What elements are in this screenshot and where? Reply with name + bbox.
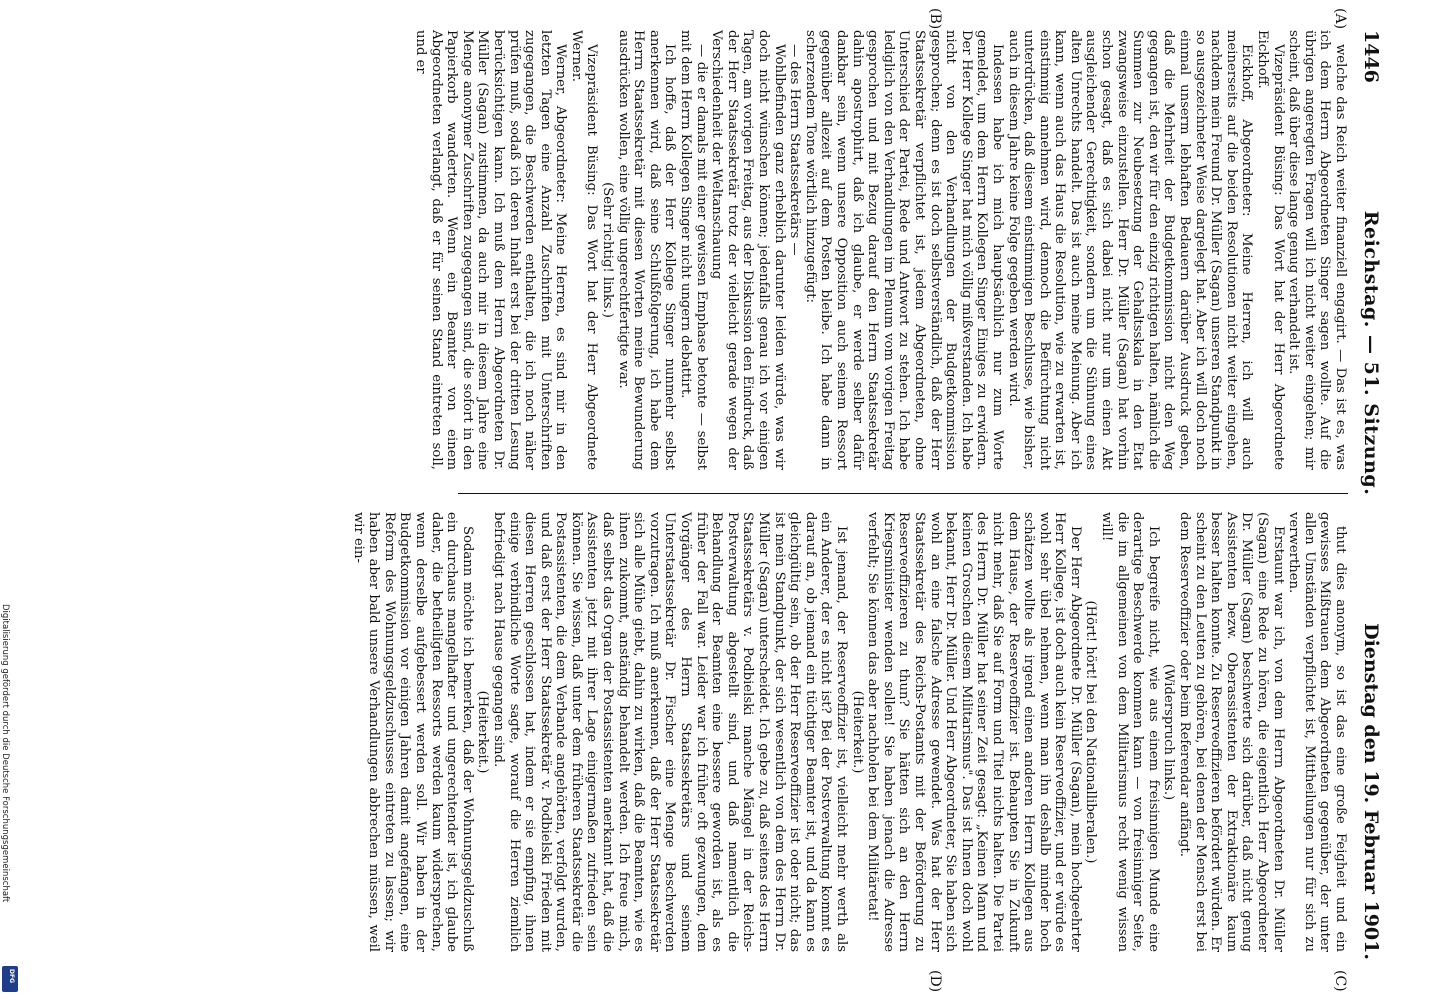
paragraph: Der Herr Abgeordnete Dr. Müller (Sagan), mein hochgeehrter Herr Kollege, ist doch auch kein Reserveoffizier, und er würde es wohl sehr übel nehmen, wenn man ihn deshalb minder hoch schätzen wollte als irgend einen anderen Herrn Kollegen aus dem Hause, der Reserveoffizier ist. Behaupten Sie in Zukunft nicht mehr, daß Sie auf Form und Titel nichts halten. Die Partei des Herrn Dr. Müller hat seiner Zeit gesagt: „Keinen Mann und keinen Groschen diesem Militarismus". Das ist Ihnen doch wohl bekannt, Herr Dr. Müller. Und Herr Abgeordneter, Sie haben sich wohl an eine falsche Adresse gewendet. Was hat der Herr Staatssekretär des Reichs-Postamts mit der Beförderung zu Reserveoffizieren zu thun? Sie hätten sich an den Herrn Kriegsminister wenden sollen! Sie haben jenach die Adresse verfehlt; Sie können das aber nachholen bei dem Militäretat! xyxy=(865,512,1083,952)
column-divider xyxy=(458,493,1348,494)
paragraph: Eickhoff, Abgeordneter: Meine Herren, ich will auch meinerseits auf die beiden Resolutionen nicht weiter eingehen, nachdem mein Freund Dr. Müller (Sagan) unseren Standpunkt in so ausgezeichneter Weise dargelegt hat. Aber ich will doch noch einmal unserm lebhaften Bedauern darüber Ausdruck geben, daß die Mehrheit der Budgetkommission nicht den Weg gegangen ist, den wir für den einzig richtigen halten, nämlich die Summen zur Neubesetzung der Gehaltsskala in den Etat zwangsweise einzustellen. Herr Dr. Müller (Sagan) hat vorhin schon gesagt, daß es sich dabei nicht nur um einen Akt ausgleichender Gerechtigkeit, sondern um die Sühnung eines alten Unrechts handelt. Das ist auch meine Meinung. Aber ich kann, wenn auch das Haus die Resolution, wie zu erwarten ist, einstimmig annehmen wird, dennoch die Befürchtung nicht unterdrücken, daß diesem einstimmigen Beschlusse, wie bisher, auch in diesem Jahre keine Folge gegeben werden wird. xyxy=(1005,30,1255,470)
page-number: 1446 xyxy=(1360,30,1382,83)
paragraph: — des Herrn Staatssekretärs — xyxy=(787,44,803,256)
dfg-logo xyxy=(2,966,18,992)
page-header xyxy=(1354,30,1388,960)
paragraph: Ich hoffe, daß der Herr Kollege Singer nunmehr selbst anerkennen wird, daß seine Schlußfolgerung, ich habe dem Herrn Staatssekretär mit diesen Worten meine Bewunderung ausdrücken wollen, eine völlig ungerechtfertigte war. xyxy=(615,30,678,470)
margin-mark-c: (C) xyxy=(1332,970,1348,992)
right-column xyxy=(58,512,1348,952)
interjection: (Sehr richtig! links.) xyxy=(600,182,616,318)
paragraph: welche das Reich weiter finanziell engagirt. — Das ist es, was ich dem Herrn Abgeordneten Singer sagen wollte. Auf die übrigen angeregten Fragen will ich nicht weiter eingehen; mir scheint, daß über diese lange genug verhandelt ist. xyxy=(1286,30,1348,470)
session-date: Dienstag den 19. Februar 1901. xyxy=(1360,623,1382,960)
margin-mark-a: (A) xyxy=(1332,8,1348,30)
paragraph: Sodann möchte ich bemerken, daß der Wohnungsgeldzuschuß ein durchaus mangelhafter und ungerechtender ist, ich glaube daher, die betheiligten Ressorts werden kaum widersprechen, wenn derselbe aufgebessert werden soll. Wir haben in der Budgetkommission vor einigen Jahren damit angefangen, eine Reform des Wohnungsgeldzuschusses eintreten zu lassen; wir haben aber bald unsere Verhandlungen abbrechen müssen, weil wir ein- xyxy=(350,512,475,952)
paragraph: Ist jemand, der Reserveoffizier ist, vielleicht mehr werth als ein Anderer, der es nicht ist? Bei der Postverwaltung kommt es darauf an, ob jemand ein tüchtiger Beamter ist, und da kann es gleichgültig sein, ob der Herr Reserveoffizier ist oder nicht; das ist mein Standpunkt, der sich wesentlich von dem des Herrn Dr. Müller (Sagan) unterscheidet. Ich gebe zu, daß seitens des Herrn Staatssekretärs v. Podbielski manche Mängel in der Reichs-Postverwaltung abgestellt sind, und daß namentlich die Behandlung der Beamten eine bessere geworden ist, als es früher der Fall war. Leider war ich früher oft gezwungen, dem Vorgänger des Herrn Staatssekretärs und seinem Unterstaatssekretär Dr. Fischer eine Menge Beschwerden vorzutragen. Ich muß anerkennen, daß der Herr Staatssekretär sich alle Mühe giebt, dahin zu wirken, daß die Beamten, wie es ihnen zukommt, anständig behandelt werden. Ich freue mich, daß selbst das Organ der Postassistenten anerkannt hat, daß die Assistenten jetzt mit ihrer Lage einigermaßen zufrieden sein können. Sie wissen, daß unter dem früheren Staatssekretär die Postassistenten, die dem Verbande angehörten, verfolgt wurden, und daß erst der Herr Staatssekretär v. Podbielski Frieden mit diesen Herren geschlossen hat, indem er sie empfing, ihnen einige verbindliche Worte sagte, worauf die Herren ziemlich befriedigt nach Hause gegangen sind. xyxy=(490,512,849,952)
paragraph: Werner, Abgeordneter: Meine Herren, es sind mir in den letzten Tagen eine Anzahl Zuschriften mit Unterschriften zugegangen, die Beschwerden enthalten, die ich noch näher prüfen muß, sodaß ich deren Inhalt erst bei der dritten Lesung berücksichtigen kann. Ich muß dem Herrn Abgeordneten Dr. Müller (Sagan) zustimmen, da auch mir in diesem Jahre eine Menge anonymer Zuschriften zugegangen sind, die sofort in den Papierkorb wanderten. Wenn ein Beamter von einem Abgeordneten verlangt, daß er für seinen Stand eintreten soll, und er xyxy=(412,30,569,470)
session-title: Reichstag. — 51. Sitzung. xyxy=(1360,210,1382,496)
paragraph: Vizepräsident Büsing: Das Wort hat der Herr Abgeordnete Werner. xyxy=(568,30,600,470)
paragraph: Vizepräsident Büsing: Das Wort hat der Herr Abgeordnete Eickhoff. xyxy=(1255,30,1286,470)
scan-area xyxy=(58,8,1388,993)
digitization-credit xyxy=(0,0,20,1000)
paragraph: Wohlbefinden ganz erheblich darunter leiden würde, was wir doch nicht wünschen können; jedenfalls genau ich vor einigen Tagen, am vorigen Freitag, aus der Diskussion den Eindruck, daß der Herr Staatssekretär trotz der vielleicht gerade wegen der Verschiedenheit der Weltanschauung xyxy=(709,30,787,470)
credit-text: Digitalisierung gefördert durch die Deutsche Forschungsgemeinschaft xyxy=(0,604,10,903)
printed-page xyxy=(58,8,1388,993)
dfg-logo-text: DFG xyxy=(8,969,15,984)
interjection: (Hört! hört! bei den Nationalliberalen.) xyxy=(1083,600,1099,864)
paragraph: thut dies anonym, so ist das eine große Feigheit und ein gewisses Mißtrauen dem Abgeordneten gegenüber, der unter allen Umständen verpflichtet ist, Mittheilungen nur für sich zu verwerthen. xyxy=(1286,512,1348,952)
left-column xyxy=(58,30,1348,470)
interjection: (Heiterkeit.) xyxy=(475,690,491,774)
paragraph: Indessen habe ich mich hauptsächlich nur zum Worte gemeldet, um dem Herrn Kollegen Singer Einiges zu erwidern. Der Herr Kollege Singer hat mich völlig mißverstanden. Ich habe nicht von den Verhandlungen der Budgetkommission gesprochen; denn es ist doch selbstverständlich, daß der Herr Staatssekretär verpflichtet ist, jedem Abgeordneten, ohne Unterschied der Partei, Rede und Antwort zu stehen. Ich habe lediglich von den Verhandlungen im Plenum vom vorigen Freitag gesprochen und mit Bezug darauf den Herrn Staatssekretär dahin apostrophirt, daß ich glaube, er werde selber dafür dankbar sein, wenn unsere Opposition auch seinem Ressort gegenüber allezeit auf dem Posten bleibe. Ich habe dann in scherzendem Tone wörtlich hinzugefügt: xyxy=(802,30,1005,470)
margin-mark-d: (D) xyxy=(927,970,943,993)
interjection: (Heiterkeit.) xyxy=(849,690,865,774)
margin-mark-b: (B) xyxy=(927,8,943,30)
interjection: (Widerspruch links.) xyxy=(1161,663,1177,801)
paragraph: — die er damals mit einer gewissen Emphase betonte — selbst mit dem Herrn Kollegen Singer nicht ungern debattirt. xyxy=(678,30,709,470)
paragraph: Ich begreife nicht, wie aus einem freisinnigen Munde eine derartige Beschwerde kommen kann — von freisinniger Seite, die im allgemeinen von dem Militarismus recht wenig wissen will! xyxy=(1099,512,1161,952)
paragraph: Erstaunt war ich, von dem Herrn Abgeordneten Dr. Müller (Sagan) eine Rede zu hören, die eigentlich Herr Abgeordneter Dr. Müller (Sagan) beschwerte sich darüber, daß nicht genug Assistenten bezw. Oberassistenten der Extraktionäre kaum besser halten konnte. Zu Reserveoffizieren befördert würden. Er scheint zu den Leuten zu gehören, bei denen der Mensch erst bei dem Reserveoffizier oder beim Referendar anfängt. xyxy=(1177,512,1286,952)
